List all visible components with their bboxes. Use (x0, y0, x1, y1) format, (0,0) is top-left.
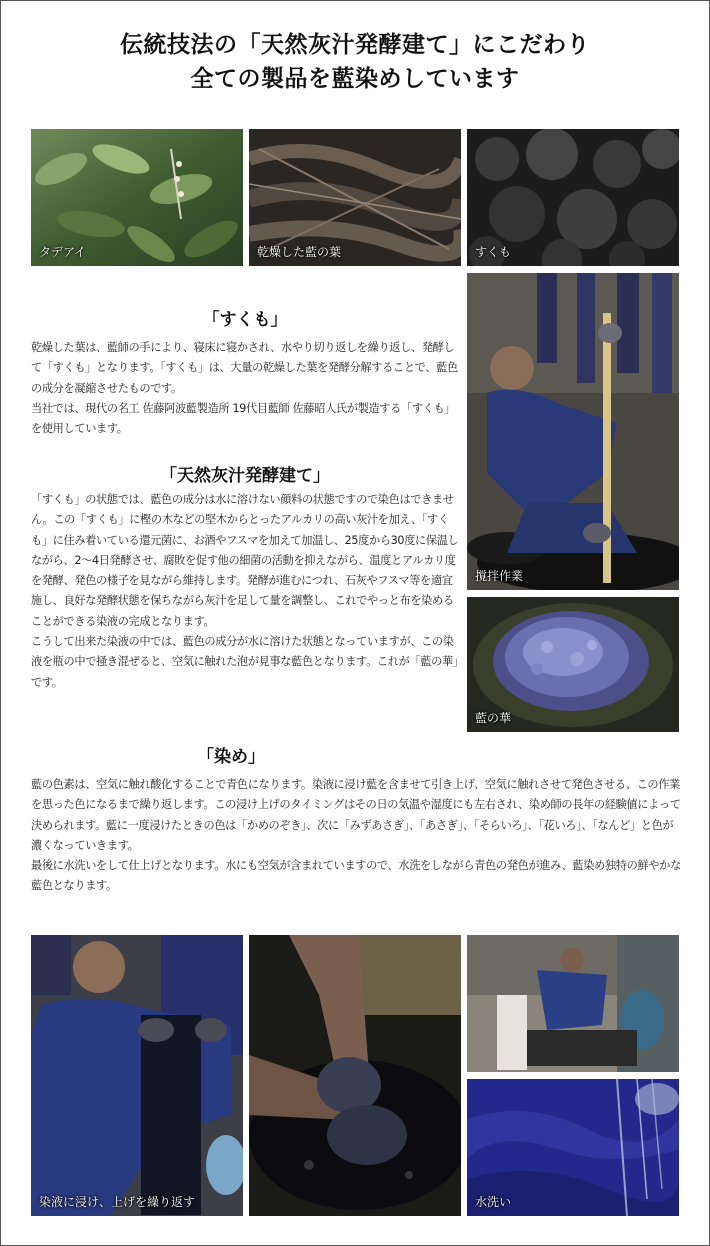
sukumo-paragraph-2: 当社では、現代の名工 佐藤阿波藍製造所 19代目藍師 佐藤昭人氏が製造する「すくも」を使用しています。 (31, 401, 456, 436)
photo-caption: 乾燥した藍の葉 (257, 245, 342, 259)
photo-caption: 染液に浸け、上げを繰り返す (39, 1195, 196, 1209)
photo-dried-leaves (249, 129, 461, 266)
section-title-sukumo: 「すくも」 (202, 310, 288, 330)
stirring-work-image (467, 273, 679, 590)
photo-hands-in-vat (249, 935, 461, 1216)
hands-in-vat-image (249, 935, 461, 1216)
workshop-image (467, 935, 679, 1072)
headline-line-1: 伝統技法の「天然灰汁発酵建て」にこだわり (120, 31, 590, 58)
photo-caption: すくも (475, 245, 512, 259)
photo-caption: 藍の華 (475, 711, 512, 725)
photo-sukumo (467, 129, 679, 266)
sukumo-paragraph-1: 乾燥した葉は、藍師の手により、寝床に寝かされ、水やり切り返しを繰り返し、発酵して「すくも」となります。「すくも」は、大量の乾燥した葉を発酵分解することで、藍色の成分を凝縮させたものです。 (31, 341, 458, 395)
tatemethod-paragraph-2: こうして出来た染液の中では、藍色の成分が水に溶けた状態となっていますが、この染液を瓶の中で掻き混ぜると、空気に触れた泡が見事な藍色となります。これが「藍の華」です。 (31, 635, 459, 689)
tatemethod-text (31, 490, 459, 693)
photo-caption: 撹拌作業 (475, 569, 524, 583)
photo-caption: 水洗い (475, 1195, 512, 1209)
section-title-tatemethod: 「天然灰汁発酵建て」 (160, 466, 330, 486)
photo-workshop (467, 935, 679, 1072)
dyeing-text (31, 775, 683, 897)
photo-caption: タデアイ (39, 245, 86, 259)
section-title-dyeing: 「染め」 (197, 747, 265, 767)
tatemethod-paragraph-1: 「すくも」の状態では、藍色の成分は水に溶けない顔料の状態ですので染色はできません。この「すくも」に樫の木などの堅木からとったアルカリの高い灰汁を加え、「すくも」に住み着いている還元菌に、お酒やフスマを加えて加温し、25度から30度に保温しながら、2～4日発酵させ、腐敗を促す他の細菌の活動を抑えながら、温度とアルカリ度を発酵、発色の様子を見ながら維持します。発酵が進むにつれ、石灰やフスマ等を適宜施し、良好な発酵状態を保ちながら灰汁を足して量を調整し、これでやっと布を染めることができる染液の完成となります。 (31, 493, 459, 628)
dyeing-paragraph-2: 最後に水洗いをして仕上げとなります。水にも空気が含まれていますので、水洗をしながら青色の発色が進み、藍染め独特の鮮やかな藍色となります。 (31, 859, 681, 893)
page-headline (0, 28, 710, 96)
headline-line-2: 全ての製品を藍染めしています (190, 65, 520, 92)
sukumo-text (31, 338, 459, 439)
photo-stirring (467, 273, 679, 590)
photo-washing (467, 1079, 679, 1216)
photo-dipping (31, 935, 243, 1216)
photo-tadeai (31, 129, 243, 266)
photo-ai-no-hana (467, 597, 679, 732)
dyeing-paragraph-1: 藍の色素は、空気に触れ酸化することで青色になります。染液に浸け藍を含ませて引き上げ、空気に触れさせて発色させる、この作業を思った色になるまで繰り返します。この浸け上げのタイミングはその日の気温や湿度にも左右され、染め師の長年の経験値によって決められます。藍に一度浸けたときの色は「かめのぞき」、次に「みずあさぎ」、「あさぎ」、「そらいろ」、「花いろ」、「なんど」と色が濃くなっていきます。 (31, 778, 681, 852)
dipping-cloth-image (31, 935, 243, 1216)
